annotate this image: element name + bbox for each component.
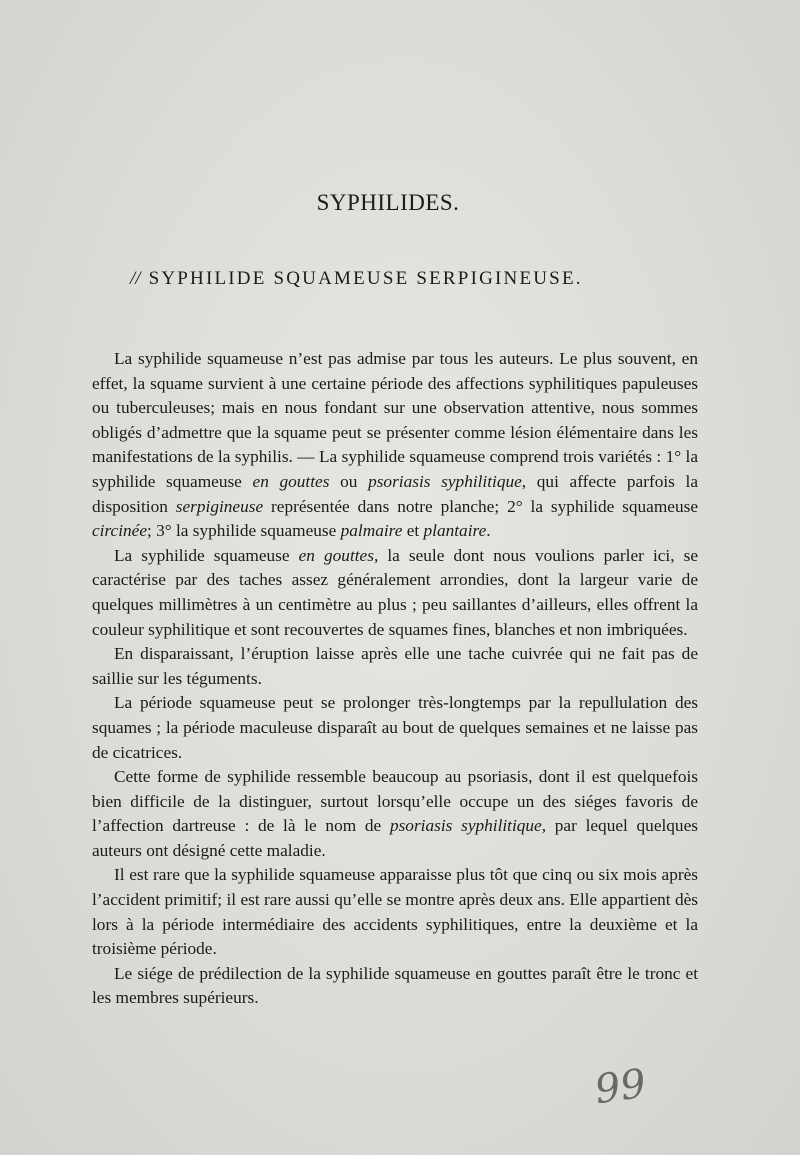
- text-run: Il est rare que la syphilide squameuse apparaisse plus tôt que cinq ou six mois après l’accident primitif; il est rare aussi qu’elle se montre après deux ans. Elle appartient dès lors à la période intermédiaire des accidents syphilitiques, entre la deuxième et la troisième période.: [92, 865, 698, 959]
- body-text: [92, 347, 698, 1011]
- italic-run: en gouttes: [298, 545, 374, 565]
- italic-run: en gouttes: [252, 471, 330, 491]
- section-heading-text: SYPHILIDE SQUAMEUSE SERPIGINEUSE.: [148, 268, 583, 289]
- text-run: La syphilide squameuse: [114, 545, 299, 565]
- italic-run: psoriasis syphilitique: [368, 471, 522, 491]
- paragraph: [92, 765, 698, 863]
- text-run: , par lequel quelques auteurs ont désigné cette maladie.: [92, 816, 698, 860]
- italic-run: psoriasis syphilitique: [389, 816, 542, 836]
- text-run: La syphilide squameuse n’est pas admise par tous les auteurs. Le plus souvent, en effet, la squame survient à une certaine période des affections syphilitiques papuleuses ou tuberculeuses; mais en nous fondant sur une observation attentive, nous sommes obligés d’admettre que la squame peut se présenter comme lésion élémentaire dans les manifestations de la syphilis. — La syphilide squameuse comprend trois variétés : 1° la syphilide squameuse: [92, 349, 698, 491]
- paragraph: [92, 544, 698, 642]
- italic-run: circinée: [92, 521, 148, 541]
- paragraph: [92, 347, 698, 544]
- text-run: ; 3° la syphilide squameuse: [147, 521, 341, 541]
- text-run: , qui affecte parfois la disposition: [92, 471, 699, 516]
- page-title: SYPHILIDES.: [316, 190, 460, 215]
- text-run: En disparaissant, l’éruption laisse après elle une tache cuivrée qui ne fait pas de saillie sur les téguments.: [92, 644, 698, 688]
- handwritten-mark: //: [130, 268, 141, 289]
- text-run: et: [402, 521, 424, 541]
- paragraph: [92, 691, 698, 765]
- paragraph: [92, 642, 698, 691]
- section-heading: [130, 268, 583, 290]
- italic-run: palmaire: [340, 521, 403, 541]
- text-run: représentée dans notre planche; 2° la syphilide squameuse: [263, 496, 698, 516]
- text-run: ou: [329, 471, 369, 491]
- text-run: .: [486, 521, 491, 541]
- text-run: Cette forme de syphilide ressemble beaucoup au psoriasis, dont il est quelquefois bien difficile de la distinguer, surtout lorsqu’elle occupe un des siéges favoris de l’affection dartreuse : de là le nom de: [92, 767, 698, 836]
- text-run: , la seule dont nous voulions parler ici, se caractérise par des taches assez généralement arrondies, dont la largeur varie de quelques millimètres à un centimètre au plus ; peu saillantes d’ailleurs, elles offrent la couleur syphilitique et sont recouvertes de squames fines, blanches et non imbriquées.: [92, 545, 699, 639]
- italic-run: plantaire: [423, 521, 487, 541]
- handwritten-folio: 99: [592, 1060, 649, 1114]
- text-run: La période squameuse peut se prolonger très-longtemps par la repullulation des squames ; la période maculeuse disparaît au bout de quelques semaines et ne laisse pas de cicatrices.: [92, 693, 698, 762]
- paragraph: [92, 962, 698, 1011]
- text-run: Le siége de prédilection de la syphilide squameuse en gouttes paraît être le tronc et les membres supérieurs.: [92, 963, 698, 1008]
- italic-run: serpigineuse: [175, 496, 264, 516]
- paragraph: [92, 863, 698, 961]
